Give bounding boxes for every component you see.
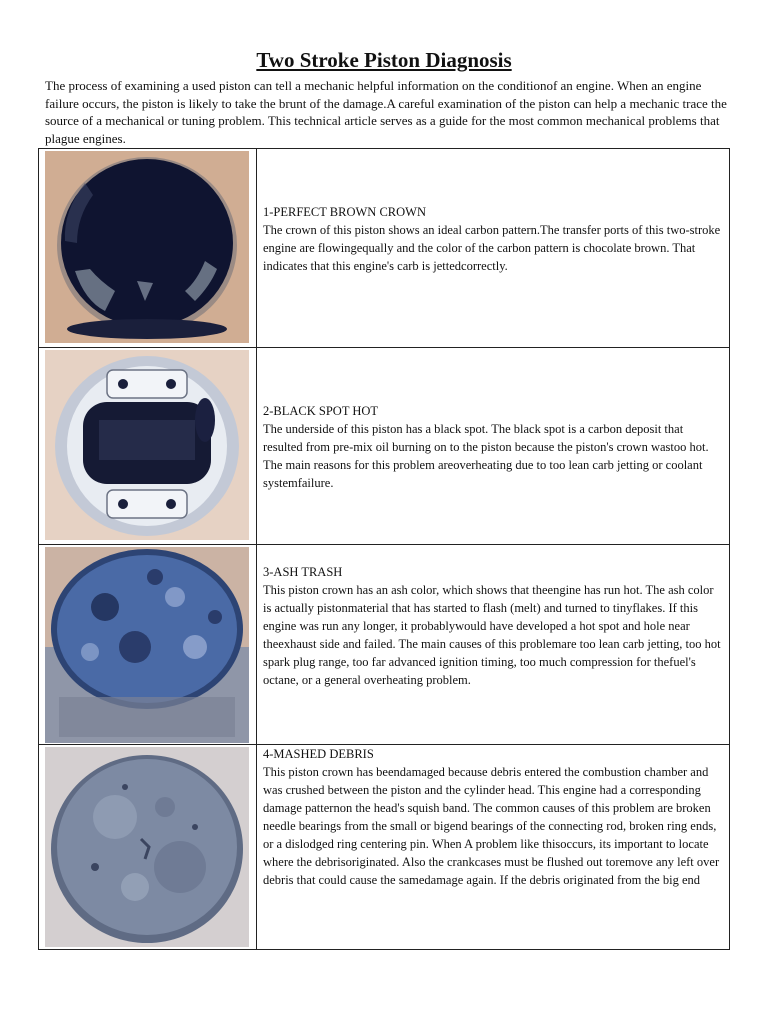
image-cell bbox=[39, 545, 257, 745]
table-row bbox=[39, 744, 729, 950]
piston-photo bbox=[45, 547, 249, 743]
row-body: This piston crown has beendamaged because debris entered the combustion chamber and was crushed between the piston and the cylinder head. This engine had a corresponding damage patternon the head's squish band. The common causes of this problem are broken needle bearings from the small or bigend bearings of the connecting rod, broken ring ends, or a dislodged ring centering pin. When A problem like thisoccurs, its important to locate where the debrisoriginated. Also the crankcases must be flushed out toremove any left over debris that could cause the samedamage again. If the debris originated from the big end bbox=[263, 765, 720, 887]
description-cell bbox=[263, 203, 725, 275]
table-row bbox=[39, 347, 729, 545]
row-heading: 4-MASHED DEBRIS bbox=[263, 747, 374, 761]
intro-paragraph: The process of examining a used piston can tell a mechanic helpful information on the conditionof an engine. When an engine failure occurs, the piston is likely to take the brunt of the damage.A careful examination of the piston can help a mechanic trace the source of a mechanical or tuning problem. This technical article serves as a guide for the most common mechanical problems that plague engines. bbox=[45, 78, 727, 146]
row-heading: 1-PERFECT BROWN CROWN bbox=[263, 205, 426, 219]
image-cell bbox=[39, 745, 257, 950]
diagnosis-table bbox=[38, 148, 730, 950]
row-heading: 2-BLACK SPOT HOT bbox=[263, 404, 379, 418]
image-cell bbox=[39, 348, 257, 545]
description-cell bbox=[263, 745, 725, 889]
description-cell bbox=[263, 402, 725, 492]
row-body: The underside of this piston has a black spot. The black spot is a carbon deposit that resulted from pre-mix oil burning on to the piston because the piston's crown wastoo hot. The main reasons for this problem areoverheating due to too lean carb jetting or coolant systemfailure. bbox=[263, 422, 709, 490]
row-heading: 3-ASH TRASH bbox=[263, 565, 343, 579]
piston-photo bbox=[45, 350, 249, 540]
row-body: The crown of this piston shows an ideal carbon pattern.The transfer ports of this two-stroke engine are flowingequally and the color of the carbon pattern is chocolate brown. That indicates that this engine's carb is jettedcorrectly. bbox=[263, 223, 721, 273]
description-cell bbox=[263, 563, 725, 689]
table-row bbox=[39, 544, 729, 745]
table-row bbox=[39, 149, 729, 347]
piston-photo bbox=[45, 747, 249, 947]
image-cell bbox=[39, 149, 257, 347]
row-body: This piston crown has an ash color, which shows that theengine has run hot. The ash color is actually pistonmaterial that has started to flash (melt) and turned to tinyflakes. If this engine was run any longer, it probablywould have developed a hot spot and hole near theexhaust side and failed. The main causes of this problemare too lean carb jetting, too hot spark plug range, too far advanced ignition timing, too much compression for thefuel's octane, or a general overheating problem. bbox=[263, 583, 721, 687]
document-title: Two Stroke Piston Diagnosis bbox=[256, 48, 512, 72]
piston-photo bbox=[45, 151, 249, 343]
